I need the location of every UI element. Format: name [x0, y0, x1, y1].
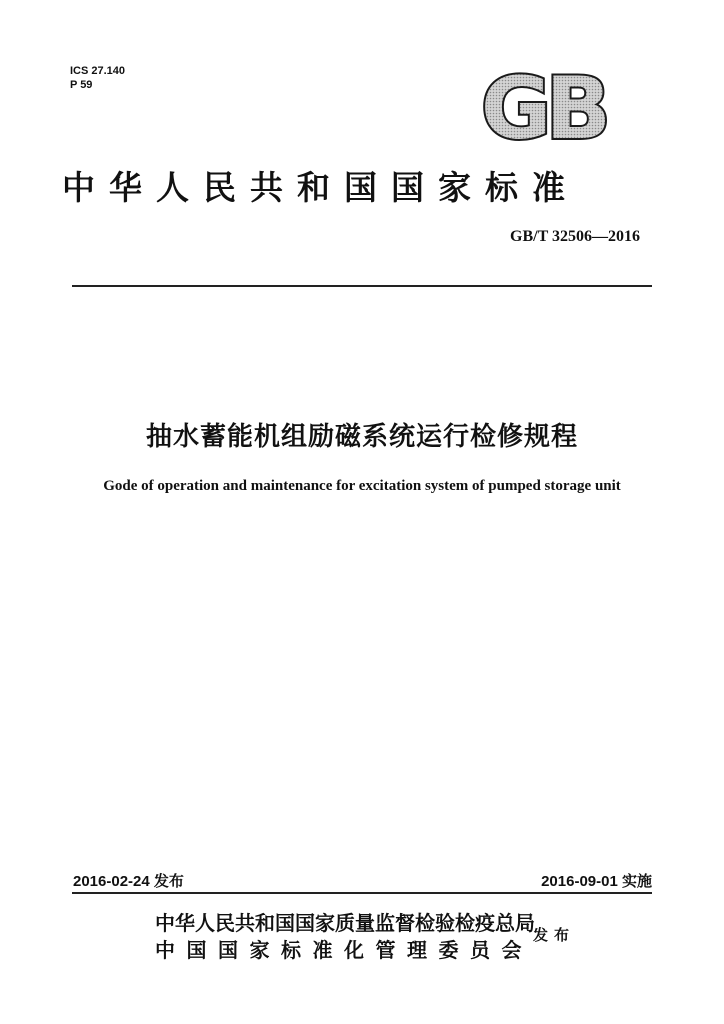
implementation-date: 2016-09-01 实施: [541, 873, 652, 890]
gb-logo: [468, 70, 618, 146]
publisher-block: [155, 910, 535, 964]
title-chinese: 抽水蓄能机组励磁系统运行检修规程: [145, 422, 578, 452]
standard-number: GB/T 32506—2016: [510, 228, 640, 245]
ccs-code: P 59: [70, 79, 93, 91]
gb-logo-text: GB: [480, 70, 606, 146]
publish-label: 发布: [533, 926, 576, 944]
publisher-line-1: 中华人民共和国国家质量监督检验检疫总局: [155, 911, 535, 935]
bottom-divider: [72, 892, 652, 894]
classification-codes: [70, 64, 125, 92]
title-english: Gode of operation and maintenance for excitation system of pumped storage unit: [103, 478, 621, 494]
issue-date: 2016-02-24 发布: [73, 873, 184, 890]
top-divider: [72, 285, 652, 287]
org-title: 中华人民共和国国家标准: [62, 168, 579, 207]
publisher-line-2: 中国国家标准化管理委员会: [155, 938, 533, 962]
ics-code: ICS 27.140: [70, 65, 126, 77]
